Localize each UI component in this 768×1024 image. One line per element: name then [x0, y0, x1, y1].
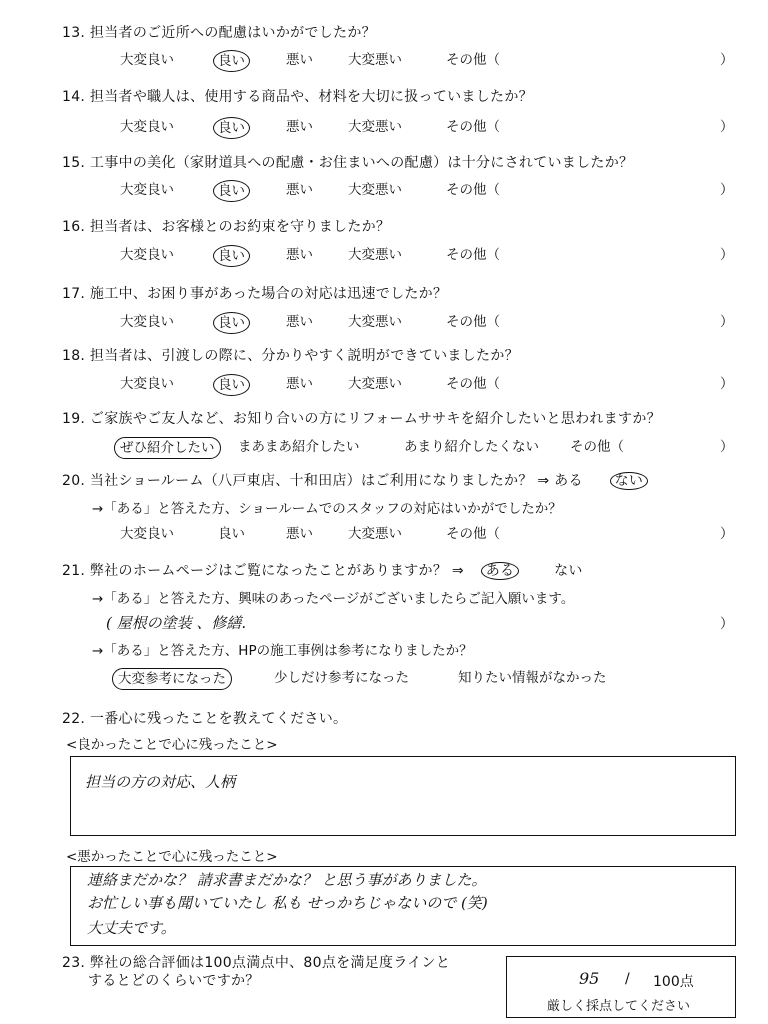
q13-very-bad: 大変悪い: [348, 52, 402, 68]
q18-other: その他（: [446, 376, 500, 392]
bad-memory-answer-line-3: 大丈夫です。: [87, 919, 176, 937]
q20-options: [0, 524, 768, 544]
question-22: 22. 一番心に残ったことを教えてください。: [62, 711, 348, 727]
score-note: 厳しく採点してください: [547, 999, 691, 1014]
q19-not-really: あまり紹介したくない: [404, 439, 539, 455]
q15-bad: 悪い: [286, 182, 313, 198]
q13-very-good: 大変良い: [120, 52, 174, 68]
q18-close-paren: ）: [720, 376, 734, 392]
q21-options: [0, 668, 768, 688]
good-memory-label: <良かったことで心に残ったこと>: [66, 737, 278, 753]
question-21: [62, 562, 583, 580]
q16-very-good: 大変良い: [120, 247, 174, 263]
good-memory-box: [70, 756, 736, 836]
q17-bad: 悪い: [286, 314, 313, 330]
q14-options: [0, 117, 768, 137]
q20-very-bad: 大変悪い: [348, 526, 402, 542]
q19-recommend-circled: ぜひ紹介したい: [114, 437, 221, 459]
question-20-text: 20. 当社ショールーム（八戸東店、十和田店）はご利用になりましたか？ ⇒ ある: [62, 473, 583, 489]
q21-not-helpful: 知りたい情報がなかった: [458, 670, 607, 686]
q15-good-circled: 良い: [213, 180, 250, 202]
q15-very-good: 大変良い: [120, 182, 174, 198]
q16-close-paren: ）: [720, 247, 734, 263]
q14-good-circled: 良い: [213, 117, 250, 139]
q21-yes-circled: ある: [481, 562, 520, 580]
q15-close-paren: ）: [720, 182, 734, 198]
q14-very-bad: 大変悪い: [348, 119, 402, 135]
bad-memory-label: <悪かったことで心に残ったこと>: [66, 849, 278, 865]
q19-close-paren: ）: [720, 439, 734, 455]
q16-other: その他（: [446, 247, 500, 263]
q13-other: その他（: [446, 52, 500, 68]
q16-very-bad: 大変悪い: [348, 247, 402, 263]
q20-good: 良い: [218, 526, 245, 542]
q17-good-circled: 良い: [213, 312, 250, 334]
q19-other: その他（: [570, 439, 624, 455]
q17-options: [0, 312, 768, 332]
q15-options: [0, 180, 768, 200]
score-slash: /: [625, 971, 630, 987]
q21-no: ない: [554, 563, 583, 579]
score-handwritten: 95: [579, 969, 600, 988]
q20-close-paren: ）: [720, 526, 734, 542]
question-17: 17. 施工中、お困り事があった場合の対応は迅速でしたか？: [62, 286, 448, 302]
q21-very-helpful-circled: 大変参考になった: [112, 668, 232, 690]
q13-good-circled: 良い: [213, 50, 250, 72]
score-max: 100点: [653, 974, 694, 990]
question-23-line-1: 23. 弊社の総合評価は100点満点中、80点を満足度ラインと: [62, 955, 451, 971]
q14-close-paren: ）: [720, 119, 734, 135]
question-20: [62, 472, 648, 490]
q20-sub-question: →「ある」と答えた方、ショールームでのスタッフの対応はいかがでしたか？: [92, 501, 562, 517]
q13-close-paren: ）: [720, 52, 734, 68]
good-memory-answer: 担当の方の対応、人柄: [85, 773, 236, 791]
q18-good-circled: 良い: [213, 374, 250, 396]
q18-very-bad: 大変悪い: [348, 376, 402, 392]
question-14: 14. 担当者や職人は、使用する商品や、材料を大切に扱っていましたか？: [62, 89, 533, 105]
q21-handwritten-answer: ( 屋根の塗装 、修繕.: [106, 614, 247, 632]
q14-bad: 悪い: [286, 119, 313, 135]
q13-options: [0, 50, 768, 70]
question-18: 18. 担当者は、引渡しの際に、分かりやすく説明ができていましたか？: [62, 348, 519, 364]
question-21-text: 21. 弊社のホームページはご覧になったことがありますか？ ⇒: [62, 563, 464, 579]
q17-very-bad: 大変悪い: [348, 314, 402, 330]
q18-options: [0, 374, 768, 394]
q15-other: その他（: [446, 182, 500, 198]
question-19: 19. ご家族やご友人など、お知り合いの方にリフォームササキを紹介したいと思われますか？: [62, 411, 661, 427]
q20-bad: 悪い: [286, 526, 313, 542]
q21-sub-question-2: →「ある」と答えた方、HPの施工事例は参考になりましたか？: [92, 643, 473, 659]
q16-options: [0, 245, 768, 265]
score-box: [506, 956, 736, 1018]
q21-sub1-close: [0, 614, 768, 634]
q18-very-good: 大変良い: [120, 376, 174, 392]
q21-close-paren: ）: [720, 616, 734, 632]
q16-good-circled: 良い: [213, 245, 250, 267]
question-15: 15. 工事中の美化（家財道具への配慮・お住まいへの配慮）は十分にされていましたか？: [62, 155, 634, 171]
q17-close-paren: ）: [720, 314, 734, 330]
question-23-line-2: するとどのくらいですか？: [88, 973, 260, 989]
q21-slightly-helpful: 少しだけ参考になった: [274, 670, 409, 686]
question-16: 16. 担当者は、お客様とのお約束を守りましたか？: [62, 219, 391, 235]
q20-other: その他（: [446, 526, 500, 542]
q21-sub-question-1: →「ある」と答えた方、興味のあったページがございましたらご記入願います。: [92, 591, 575, 607]
bad-memory-answer-line-1: 連絡まだかな？ 請求書まだかな？ と思う事がありました。: [87, 871, 487, 889]
q20-very-good: 大変良い: [120, 526, 174, 542]
q18-bad: 悪い: [286, 376, 313, 392]
q16-bad: 悪い: [286, 247, 313, 263]
q20-no-circled: ない: [610, 472, 649, 490]
bad-memory-box: [70, 866, 736, 946]
q19-somewhat: まあまあ紹介したい: [238, 439, 360, 455]
q17-very-good: 大変良い: [120, 314, 174, 330]
q19-options: [0, 437, 768, 457]
question-13: 13. 担当者のご近所への配慮はいかがでしたか？: [62, 25, 376, 41]
bad-memory-answer-line-2: お忙しい事も聞いていたし 私も せっかちじゃないので (笑): [87, 894, 488, 912]
q14-very-good: 大変良い: [120, 119, 174, 135]
q15-very-bad: 大変悪い: [348, 182, 402, 198]
q13-bad: 悪い: [286, 52, 313, 68]
q17-other: その他（: [446, 314, 500, 330]
q14-other: その他（: [446, 119, 500, 135]
